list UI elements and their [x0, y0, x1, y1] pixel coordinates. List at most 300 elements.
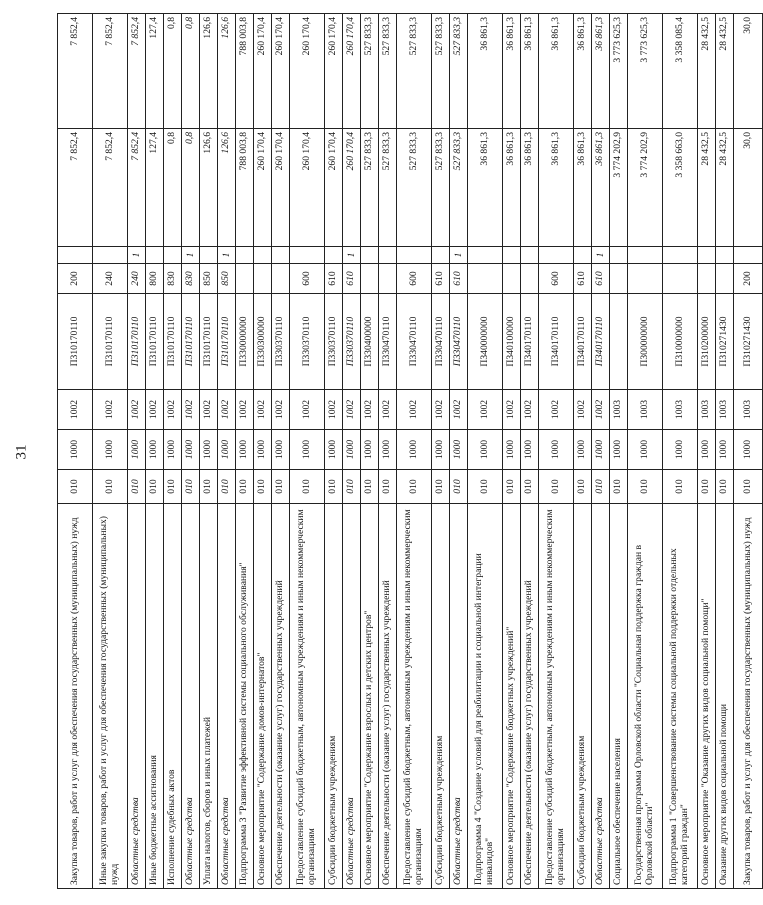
table-row — [182, 14, 200, 889]
row-ministry-code: 010 — [379, 470, 397, 504]
row-amount-1: 527 833,3 — [397, 129, 432, 247]
row-amount-2: 126,6 — [218, 14, 236, 129]
row-expense-type: 610 — [450, 264, 468, 294]
row-subsection-code: 1002 — [164, 390, 182, 430]
row-ministry-code: 010 — [628, 470, 663, 504]
table-row — [93, 14, 128, 889]
row-amount-1: 0,8 — [182, 129, 200, 247]
row-section-code: 1000 — [503, 430, 521, 470]
row-amount-1: 28 432,5 — [698, 129, 716, 247]
row-amount-2: 36 861,3 — [521, 14, 539, 129]
row-name: Оказание других видов социальной помощи — [716, 504, 734, 889]
row-target-article — [610, 294, 628, 390]
row-ministry-code: 010 — [450, 470, 468, 504]
row-target-article: П340100000 — [503, 294, 521, 390]
row-subsection-code: 1002 — [450, 390, 468, 430]
row-expense-type: 240 — [93, 264, 128, 294]
table-row — [200, 14, 218, 889]
row-expense-type: 610 — [325, 264, 343, 294]
row-subsection-code: 1002 — [397, 390, 432, 430]
row-amount-2: 127,4 — [146, 14, 164, 129]
row-amount-2: 36 861,3 — [539, 14, 574, 129]
row-expense-type: 200 — [734, 264, 763, 294]
row-amount-2: 36 861,3 — [468, 14, 503, 129]
row-funding-flag — [164, 247, 182, 264]
row-expense-type: 850 — [200, 264, 218, 294]
row-funding-flag: 1 — [450, 247, 468, 264]
row-funding-flag — [432, 247, 450, 264]
row-ministry-code: 010 — [503, 470, 521, 504]
row-section-code: 1000 — [450, 430, 468, 470]
row-subsection-code: 1002 — [218, 390, 236, 430]
row-name: Основное мероприятие "Содержание домов-интернатов" — [254, 504, 272, 889]
row-name: Обеспечение деятельности (оказание услуг) государственных учреждений — [379, 504, 397, 889]
row-target-article: П310170110 — [58, 294, 93, 390]
row-section-code: 1000 — [128, 430, 146, 470]
row-section-code: 1000 — [272, 430, 290, 470]
row-target-article: П310000000 — [663, 294, 698, 390]
row-name: Предоставление субсидий бюджетным, автономным учреждениям и иным некоммерческим организациям — [539, 504, 574, 889]
table-row — [503, 14, 521, 889]
row-ministry-code: 010 — [574, 470, 592, 504]
table-row — [663, 14, 698, 889]
row-funding-flag — [716, 247, 734, 264]
row-expense-type — [628, 264, 663, 294]
row-name: Субсидии бюджетным учреждениям — [574, 504, 592, 889]
budget-table — [57, 13, 763, 889]
row-target-article: П330470110 — [397, 294, 432, 390]
row-expense-type — [379, 264, 397, 294]
row-subsection-code: 1002 — [574, 390, 592, 430]
row-section-code: 1000 — [93, 430, 128, 470]
row-expense-type — [236, 264, 254, 294]
row-amount-2: 3 773 625,3 — [610, 14, 628, 129]
row-amount-2: 3 358 085,4 — [663, 14, 698, 129]
row-section-code: 1000 — [628, 430, 663, 470]
row-amount-2: 527 833,3 — [450, 14, 468, 129]
row-amount-2: 36 861,3 — [592, 14, 610, 129]
row-subsection-code: 1002 — [468, 390, 503, 430]
row-ministry-code: 010 — [164, 470, 182, 504]
row-amount-2: 3 773 625,3 — [628, 14, 663, 129]
table-row — [236, 14, 254, 889]
row-target-article: П330370110 — [325, 294, 343, 390]
row-ministry-code: 010 — [698, 470, 716, 504]
row-funding-flag — [254, 247, 272, 264]
table-row — [254, 14, 272, 889]
row-section-code: 1000 — [58, 430, 93, 470]
row-name: Обеспечение деятельности (оказание услуг) государственных учреждений — [521, 504, 539, 889]
row-funding-flag — [379, 247, 397, 264]
row-name: Социальное обеспечение населения — [610, 504, 628, 889]
row-target-article: П310170110 — [128, 294, 146, 390]
row-target-article: П310170110 — [146, 294, 164, 390]
row-ministry-code: 010 — [539, 470, 574, 504]
row-amount-2: 36 861,3 — [574, 14, 592, 129]
row-amount-1: 3 358 663,0 — [663, 129, 698, 247]
row-funding-flag: 1 — [592, 247, 610, 264]
row-subsection-code: 1002 — [539, 390, 574, 430]
row-expense-type — [663, 264, 698, 294]
row-name: Подпрограмма 3 "Развитие эффективной системы социального обслуживания" — [236, 504, 254, 889]
row-target-article: П310170110 — [200, 294, 218, 390]
table-row — [716, 14, 734, 889]
row-funding-flag — [146, 247, 164, 264]
row-amount-1: 7 852,4 — [93, 129, 128, 247]
row-name: Обеспечение деятельности (оказание услуг) государственных учреждений — [272, 504, 290, 889]
row-target-article: П310170110 — [218, 294, 236, 390]
row-ministry-code: 010 — [468, 470, 503, 504]
row-amount-1: 260 170,4 — [343, 129, 361, 247]
row-name: Основное мероприятие "Оказание других видов социальной помощи" — [698, 504, 716, 889]
row-ministry-code: 010 — [663, 470, 698, 504]
row-expense-type — [521, 264, 539, 294]
row-target-article: П330400000 — [361, 294, 379, 390]
row-funding-flag — [468, 247, 503, 264]
row-expense-type — [272, 264, 290, 294]
row-name: Предоставление субсидий бюджетным, автономным учреждениям и иным некоммерческим организациям — [290, 504, 325, 889]
row-ministry-code: 010 — [58, 470, 93, 504]
row-amount-1: 126,6 — [218, 129, 236, 247]
row-amount-1: 28 432,5 — [716, 129, 734, 247]
row-expense-type — [361, 264, 379, 294]
row-target-article: П330370110 — [272, 294, 290, 390]
row-amount-2: 260 170,4 — [272, 14, 290, 129]
table-row — [521, 14, 539, 889]
row-section-code: 1000 — [146, 430, 164, 470]
row-amount-1: 36 861,3 — [574, 129, 592, 247]
row-amount-1: 260 170,4 — [272, 129, 290, 247]
row-subsection-code: 1002 — [93, 390, 128, 430]
row-subsection-code: 1003 — [663, 390, 698, 430]
row-expense-type — [716, 264, 734, 294]
row-funding-flag — [58, 247, 93, 264]
row-ministry-code: 010 — [218, 470, 236, 504]
table-row — [343, 14, 361, 889]
table-row — [272, 14, 290, 889]
row-funding-flag — [397, 247, 432, 264]
table-row — [574, 14, 592, 889]
row-amount-1: 3 774 202,9 — [628, 129, 663, 247]
row-target-article: П310170110 — [164, 294, 182, 390]
row-amount-1: 527 833,3 — [432, 129, 450, 247]
row-ministry-code: 010 — [236, 470, 254, 504]
row-section-code: 1000 — [734, 430, 763, 470]
row-ministry-code: 010 — [734, 470, 763, 504]
row-section-code: 1000 — [397, 430, 432, 470]
row-funding-flag — [539, 247, 574, 264]
row-subsection-code: 1002 — [503, 390, 521, 430]
row-amount-2: 28 432,5 — [716, 14, 734, 129]
row-subsection-code: 1002 — [521, 390, 539, 430]
row-subsection-code: 1002 — [236, 390, 254, 430]
row-section-code: 1000 — [698, 430, 716, 470]
row-name: Областные средства — [343, 504, 361, 889]
row-name: Областные средства — [182, 504, 200, 889]
row-ministry-code: 010 — [182, 470, 200, 504]
rotated-table-wrapper — [57, 14, 753, 889]
row-amount-2: 260 170,4 — [343, 14, 361, 129]
row-amount-1: 260 170,4 — [290, 129, 325, 247]
table-row — [397, 14, 432, 889]
table-row — [290, 14, 325, 889]
row-subsection-code: 1002 — [379, 390, 397, 430]
table-row — [592, 14, 610, 889]
row-amount-1: 36 861,3 — [503, 129, 521, 247]
row-ministry-code: 010 — [200, 470, 218, 504]
row-ministry-code: 010 — [254, 470, 272, 504]
row-amount-1: 527 833,3 — [450, 129, 468, 247]
row-expense-type — [610, 264, 628, 294]
row-subsection-code: 1002 — [325, 390, 343, 430]
table-row — [218, 14, 236, 889]
row-ministry-code: 010 — [361, 470, 379, 504]
row-section-code: 1000 — [290, 430, 325, 470]
row-subsection-code: 1003 — [628, 390, 663, 430]
row-amount-2: 527 833,3 — [397, 14, 432, 129]
row-section-code: 1000 — [539, 430, 574, 470]
row-subsection-code: 1002 — [200, 390, 218, 430]
row-funding-flag — [663, 247, 698, 264]
row-amount-2: 527 833,3 — [379, 14, 397, 129]
row-funding-flag: 1 — [182, 247, 200, 264]
table-row — [734, 14, 763, 889]
row-name: Иные бюджетные ассигнования — [146, 504, 164, 889]
row-amount-2: 7 852,4 — [93, 14, 128, 129]
row-funding-flag — [200, 247, 218, 264]
row-name: Уплата налогов, сборов и иных платежей — [200, 504, 218, 889]
table-row — [379, 14, 397, 889]
row-amount-1: 260 170,4 — [254, 129, 272, 247]
row-ministry-code: 010 — [128, 470, 146, 504]
row-name: Основное мероприятие "Содержание бюджетных учреждений" — [503, 504, 521, 889]
row-section-code: 1000 — [468, 430, 503, 470]
row-funding-flag — [698, 247, 716, 264]
row-amount-2: 788 003,8 — [236, 14, 254, 129]
row-target-article: П340170110 — [539, 294, 574, 390]
row-section-code: 1000 — [379, 430, 397, 470]
row-ministry-code: 010 — [592, 470, 610, 504]
row-funding-flag: 1 — [343, 247, 361, 264]
row-name: Основное мероприятие "Содержание взрослых и детских центров" — [361, 504, 379, 889]
table-row — [450, 14, 468, 889]
row-expense-type — [503, 264, 521, 294]
row-amount-2: 7 852,4 — [58, 14, 93, 129]
row-subsection-code: 1002 — [432, 390, 450, 430]
row-expense-type: 610 — [592, 264, 610, 294]
row-amount-1: 30,0 — [734, 129, 763, 247]
row-target-article: П310271430 — [734, 294, 763, 390]
row-subsection-code: 1003 — [734, 390, 763, 430]
row-name: Закупка товаров, работ и услуг для обеспечения государственных (муниципальных) нужд — [58, 504, 93, 889]
row-ministry-code: 010 — [397, 470, 432, 504]
row-target-article: П340170110 — [521, 294, 539, 390]
row-subsection-code: 1002 — [146, 390, 164, 430]
row-section-code: 1000 — [236, 430, 254, 470]
row-section-code: 1000 — [663, 430, 698, 470]
row-funding-flag — [93, 247, 128, 264]
row-subsection-code: 1002 — [58, 390, 93, 430]
row-amount-2: 7 852,4 — [128, 14, 146, 129]
row-ministry-code: 010 — [716, 470, 734, 504]
row-ministry-code: 010 — [610, 470, 628, 504]
row-name: Подпрограмма 4 "Создание условий для реабилитации и социальной интеграции инвалидов" — [468, 504, 503, 889]
row-subsection-code: 1002 — [592, 390, 610, 430]
page-number: 31 — [13, 444, 30, 460]
row-amount-2: 527 833,3 — [432, 14, 450, 129]
row-amount-1: 527 833,3 — [361, 129, 379, 247]
row-section-code: 1000 — [325, 430, 343, 470]
row-expense-type — [698, 264, 716, 294]
row-amount-1: 3 774 202,9 — [610, 129, 628, 247]
row-amount-2: 260 170,4 — [325, 14, 343, 129]
row-amount-1: 36 861,3 — [539, 129, 574, 247]
row-section-code: 1000 — [521, 430, 539, 470]
row-amount-1: 7 852,4 — [128, 129, 146, 247]
row-amount-2: 36 861,3 — [503, 14, 521, 129]
table-row — [432, 14, 450, 889]
table-row — [58, 14, 93, 889]
row-subsection-code: 1002 — [254, 390, 272, 430]
table-row — [146, 14, 164, 889]
row-ministry-code: 010 — [93, 470, 128, 504]
row-funding-flag — [610, 247, 628, 264]
row-target-article: П310200000 — [698, 294, 716, 390]
row-amount-1: 0,8 — [164, 129, 182, 247]
row-amount-1: 36 861,3 — [468, 129, 503, 247]
row-amount-1: 36 861,3 — [521, 129, 539, 247]
table-row — [698, 14, 716, 889]
row-amount-1: 260 170,4 — [325, 129, 343, 247]
row-ministry-code: 010 — [272, 470, 290, 504]
row-section-code: 1000 — [592, 430, 610, 470]
row-name: Областные средства — [218, 504, 236, 889]
table-row — [468, 14, 503, 889]
row-section-code: 1000 — [182, 430, 200, 470]
row-target-article: П310170110 — [93, 294, 128, 390]
row-amount-1: 527 833,3 — [379, 129, 397, 247]
row-subsection-code: 1002 — [290, 390, 325, 430]
row-target-article: П330370110 — [343, 294, 361, 390]
table-row — [628, 14, 663, 889]
row-expense-type: 610 — [574, 264, 592, 294]
row-target-article: П300000000 — [628, 294, 663, 390]
row-ministry-code: 010 — [146, 470, 164, 504]
row-amount-1: 7 852,4 — [58, 129, 93, 247]
row-funding-flag: 1 — [128, 247, 146, 264]
row-section-code: 1000 — [200, 430, 218, 470]
row-funding-flag — [290, 247, 325, 264]
row-subsection-code: 1002 — [361, 390, 379, 430]
row-funding-flag — [325, 247, 343, 264]
row-expense-type: 610 — [343, 264, 361, 294]
row-target-article: П330300000 — [254, 294, 272, 390]
row-name: Областные средства — [450, 504, 468, 889]
table-row — [610, 14, 628, 889]
row-ministry-code: 010 — [432, 470, 450, 504]
row-section-code: 1000 — [432, 430, 450, 470]
row-target-article: П340000000 — [468, 294, 503, 390]
row-funding-flag — [734, 247, 763, 264]
row-ministry-code: 010 — [325, 470, 343, 504]
table-row — [128, 14, 146, 889]
row-target-article: П310271430 — [716, 294, 734, 390]
row-ministry-code: 010 — [343, 470, 361, 504]
table-row — [361, 14, 379, 889]
row-target-article: П330470110 — [379, 294, 397, 390]
row-name: Областные средства — [592, 504, 610, 889]
row-funding-flag — [521, 247, 539, 264]
row-amount-1: 126,6 — [200, 129, 218, 247]
row-subsection-code: 1003 — [698, 390, 716, 430]
row-name: Иные закупки товаров, работ и услуг для обеспечения государственных (муниципальных) нужд — [93, 504, 128, 889]
row-expense-type: 850 — [218, 264, 236, 294]
row-amount-2: 126,6 — [200, 14, 218, 129]
row-expense-type — [254, 264, 272, 294]
row-name: Субсидии бюджетным учреждениям — [432, 504, 450, 889]
row-subsection-code: 1002 — [343, 390, 361, 430]
budget-table-body — [58, 14, 763, 889]
row-name: Государственная программа Орловской области "Социальная поддержка граждан в Орловской области" — [628, 504, 663, 889]
row-amount-2: 260 170,4 — [254, 14, 272, 129]
row-amount-2: 0,8 — [182, 14, 200, 129]
row-expense-type: 600 — [397, 264, 432, 294]
row-funding-flag — [503, 247, 521, 264]
row-funding-flag: 1 — [218, 247, 236, 264]
row-expense-type: 800 — [146, 264, 164, 294]
row-amount-1: 127,4 — [146, 129, 164, 247]
row-section-code: 1000 — [361, 430, 379, 470]
row-name: Предоставление субсидий бюджетным, автономным учреждениям и иным некоммерческим организациям — [397, 504, 432, 889]
row-subsection-code: 1002 — [182, 390, 200, 430]
row-name: Закупка товаров, работ и услуг для обеспечения государственных (муниципальных) нужд — [734, 504, 763, 889]
row-funding-flag — [628, 247, 663, 264]
row-name: Субсидии бюджетным учреждениям — [325, 504, 343, 889]
row-section-code: 1000 — [343, 430, 361, 470]
row-ministry-code: 010 — [521, 470, 539, 504]
row-amount-2: 30,0 — [734, 14, 763, 129]
row-target-article: П340170110 — [574, 294, 592, 390]
row-expense-type: 600 — [290, 264, 325, 294]
row-section-code: 1000 — [164, 430, 182, 470]
row-subsection-code: 1003 — [610, 390, 628, 430]
row-section-code: 1000 — [574, 430, 592, 470]
row-amount-2: 260 170,4 — [290, 14, 325, 129]
row-expense-type: 600 — [539, 264, 574, 294]
row-subsection-code: 1002 — [128, 390, 146, 430]
row-funding-flag — [236, 247, 254, 264]
row-expense-type: 830 — [182, 264, 200, 294]
row-expense-type: 830 — [164, 264, 182, 294]
row-expense-type — [468, 264, 503, 294]
row-name: Исполнение судебных актов — [164, 504, 182, 889]
row-funding-flag — [574, 247, 592, 264]
table-row — [164, 14, 182, 889]
row-amount-2: 527 833,3 — [361, 14, 379, 129]
row-amount-1: 788 003,8 — [236, 129, 254, 247]
row-target-article: П310170110 — [182, 294, 200, 390]
row-amount-2: 0,8 — [164, 14, 182, 129]
row-section-code: 1000 — [254, 430, 272, 470]
row-target-article: П330370110 — [290, 294, 325, 390]
row-subsection-code: 1002 — [272, 390, 290, 430]
row-expense-type: 200 — [58, 264, 93, 294]
row-amount-2: 28 432,5 — [698, 14, 716, 129]
table-row — [325, 14, 343, 889]
row-target-article: П330470110 — [432, 294, 450, 390]
row-target-article: П340170110 — [592, 294, 610, 390]
table-row — [539, 14, 574, 889]
